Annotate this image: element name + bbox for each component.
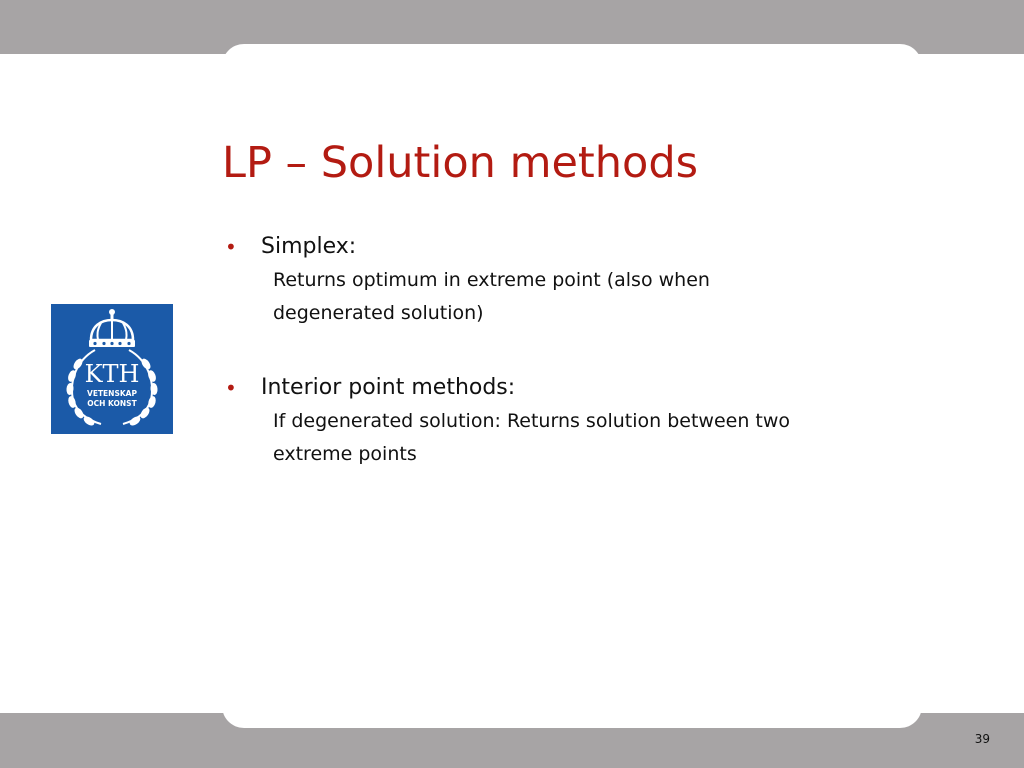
bullet-subtext-line: degenerated solution) bbox=[273, 302, 484, 324]
kth-logo bbox=[51, 304, 173, 434]
bullet-marker: • bbox=[225, 235, 237, 259]
bullet-marker: • bbox=[225, 376, 237, 400]
logo-wordmark: KTH bbox=[84, 360, 140, 388]
kth-crest-icon bbox=[51, 304, 173, 434]
logo-motto-line-2: OCH KONST bbox=[87, 399, 137, 408]
bullet-item bbox=[222, 230, 912, 264]
bullet-label: Interior point methods: bbox=[261, 375, 516, 400]
bullet-subtext-line: If degenerated solution: Returns solution between two bbox=[273, 410, 791, 432]
page-number: 39 bbox=[974, 732, 990, 746]
bullet-subtext-line: Returns optimum in extreme point (also when bbox=[273, 269, 710, 291]
bullet-label: Simplex: bbox=[261, 234, 357, 259]
bullet-subtext-line: extreme points bbox=[273, 443, 417, 465]
bullet-item bbox=[222, 371, 912, 405]
slide-content bbox=[222, 230, 912, 471]
slide-title: LP – Solution methods bbox=[222, 138, 699, 188]
logo-motto-line-1: VETENSKAP bbox=[87, 389, 137, 398]
